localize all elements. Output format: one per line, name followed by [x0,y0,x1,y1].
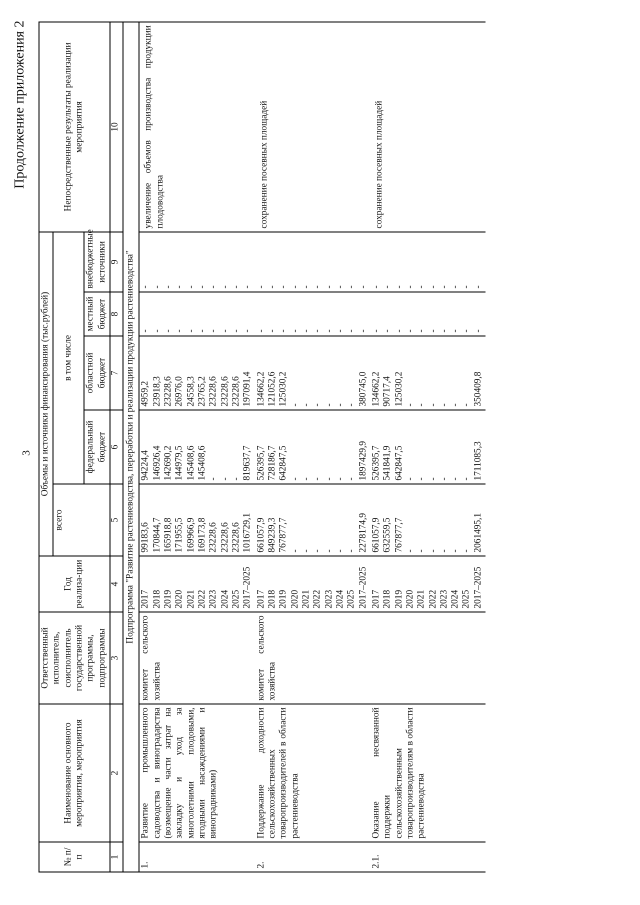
local-list-value: - [162,328,173,332]
year-list-value: 2017–2025 [472,566,483,608]
column-number: 10 [109,21,122,231]
extra-list [370,231,485,291]
result-cell: увеличение объемов производства продукции плодоводства [139,21,255,231]
extra-list-value: - [151,284,162,288]
local-list-value: - [334,328,345,332]
federal-list-value: 1711085,3 [472,440,483,480]
federal-list [370,410,485,484]
local-list-value: - [255,328,266,332]
year-list-value: 2022 [312,589,323,608]
regional-list-value: - [312,402,323,406]
column-number: 4 [109,556,122,612]
local-list-value: - [140,328,151,332]
federal-list-value: - [404,476,415,480]
column-number: 7 [109,336,122,410]
total-list-value: 661057,9 [255,517,266,552]
local-list-value: - [416,328,427,332]
extra-list [139,231,255,291]
extra-list-value: - [255,284,266,288]
column-number: 6 [109,410,122,484]
year-list-value: 2025 [461,589,472,608]
local-list-value: - [230,328,241,332]
regional-list-value: 125030,2 [278,371,289,406]
header-year: Год реализа-ции [39,556,110,612]
extra-list-value: - [427,284,438,288]
regional-list-value: 24558,3 [185,375,196,406]
federal-list-value: 1897429,9 [357,440,368,480]
local-list-value: - [278,328,289,332]
column-number: 2 [109,704,122,842]
extra-list-value: - [346,284,357,288]
regional-list-value: - [416,402,427,406]
year-list-value: 2023 [438,589,449,608]
regional-list-value: 134662,2 [370,371,381,406]
extra-list-value: - [438,284,449,288]
extra-list-value: - [357,284,368,288]
total-list-value: - [404,548,415,552]
federal-list-value: - [461,476,472,480]
federal-list-value: - [346,476,357,480]
local-list-value: - [472,328,483,332]
measure-name: Поддержание доходности сельскохозяйственных товаропроизводителей в области растениеводства [255,704,370,842]
regional-list [139,336,255,410]
extra-list-value: - [312,284,323,288]
federal-list [139,410,255,484]
column-number: 9 [109,231,122,291]
header-total: всего [53,484,110,556]
total-list-value: 849239,3 [266,517,277,552]
year-list-value: 2024 [219,589,230,608]
year-list-value: 2020 [174,589,185,608]
federal-list-value: - [323,476,334,480]
federal-list-value: - [230,476,241,480]
total-list-value: - [450,548,461,552]
header-num: № п/п [39,842,110,872]
federal-list-value: - [219,476,230,480]
local-list-value: - [219,328,230,332]
measure-name: Развитие промышленного садоводства и виноградарства (возмещение части затрат на закладку и уход за многолетними плодовыми, ягодными насаждениями и виноградниками) [139,704,255,842]
regional-list [255,336,370,410]
extra-list-value: - [208,284,219,288]
financing-table [38,21,485,872]
extra-list-value: - [450,284,461,288]
result-cell: сохранение посевных площадей [370,21,485,231]
year-list-value: 2021 [300,589,311,608]
extra-list-value: - [230,284,241,288]
federal-list-value: 145408,6 [185,445,196,480]
regional-list-value: - [323,402,334,406]
extra-list-value: - [278,284,289,288]
year-list-value: 2023 [208,589,219,608]
extra-list-value: - [334,284,345,288]
result-cell: сохранение посевных площадей [255,21,370,231]
year-list-value: 2019 [393,589,404,608]
regional-list-value: 134662,2 [255,371,266,406]
header-extra: внебюджетные источники [84,231,110,291]
year-list-value: 2017–2025 [242,566,253,608]
extra-list-value: - [185,284,196,288]
total-list-value: - [416,548,427,552]
total-list-value: 23228,6 [230,521,241,552]
regional-list-value: - [346,402,357,406]
continuation-heading: Продолжение приложения 2 [12,20,27,189]
year-list-value: 2018 [151,589,162,608]
extra-list-value: - [382,284,393,288]
total-list [370,484,485,556]
total-list-value: 170844,7 [151,517,162,552]
federal-list-value: 642847,5 [278,445,289,480]
total-list-value: 23228,6 [219,521,230,552]
regional-list-value: - [404,402,415,406]
local-list-value: - [242,328,253,332]
regional-list-value: - [461,402,472,406]
local-list [255,292,370,336]
federal-list-value: 819637,7 [242,445,253,480]
local-list-value: - [438,328,449,332]
header-name: Наименование основного мероприятия, мероприятия [39,704,110,842]
local-list-value: - [393,328,404,332]
regional-list-value: - [438,402,449,406]
header-federal: федеральный бюджет [84,410,110,484]
regional-list-value: 26976,0 [174,375,185,406]
extra-list-value: - [472,284,483,288]
extra-list-value: - [196,284,207,288]
year-list-value: 2017 [370,589,381,608]
regional-list-value: 23228,6 [219,375,230,406]
local-list-value: - [370,328,381,332]
column-number: 1 [109,842,122,872]
year-list [370,556,485,612]
header-financing: Объемы и источники финансирования (тыс.рублей) [39,231,53,555]
extra-list-value: - [323,284,334,288]
table-row [139,21,255,871]
measure-name: Оказание несвязанной поддержки сельскохозяйственным товаропроизводителям в области растениеводства [370,704,485,842]
year-list [139,556,255,612]
local-list-value: - [208,328,219,332]
extra-list-value: - [461,284,472,288]
year-list-value: 2024 [450,589,461,608]
total-list-value: 99183,6 [140,521,151,552]
regional-list-value: 197091,4 [242,371,253,406]
local-list-value: - [174,328,185,332]
extra-list-value: - [300,284,311,288]
regional-list-value: 23228,6 [208,375,219,406]
federal-list [255,410,370,484]
year-list-value: 2021 [185,589,196,608]
federal-list-value: 526395,7 [255,445,266,480]
total-list [255,484,370,556]
row-number: 1. [139,842,255,872]
regional-list-value: 23765,2 [196,375,207,406]
executor-cell [370,612,485,704]
extra-list-value: - [370,284,381,288]
local-list-value: - [404,328,415,332]
year-list-value: 2024 [334,589,345,608]
local-list-value: - [450,328,461,332]
total-list [139,484,255,556]
year-list-value: 2017 [140,589,151,608]
year-list-value: 2018 [266,589,277,608]
local-list-value: - [382,328,393,332]
total-list-value: - [312,548,323,552]
extra-list-value: - [289,284,300,288]
extra-list-value: - [140,284,151,288]
local-list-value: - [427,328,438,332]
executor-cell: комитет сельского хозяйства [139,612,255,704]
header-regional: областной бюджет [84,336,110,410]
column-number: 8 [109,292,122,336]
extra-list-value: - [393,284,404,288]
regional-list-value: 4959,2 [140,380,151,406]
table-row [255,21,370,871]
federal-list-value: - [427,476,438,480]
total-list-value: - [323,548,334,552]
header-results: Непосредственные результаты реализации мероприятия [39,21,110,231]
federal-list-value: - [289,476,300,480]
total-list-value: - [427,548,438,552]
extra-list-value: - [162,284,173,288]
regional-list-value: - [450,402,461,406]
regional-list-value: 90717,4 [382,375,393,406]
regional-list-value: 125030,2 [393,371,404,406]
federal-list-value: - [208,476,219,480]
total-list-value: 632559,5 [382,517,393,552]
regional-list-value: 380745,0 [357,371,368,406]
year-list-value: 2025 [346,589,357,608]
local-list-value: - [266,328,277,332]
regional-list-value: 23228,6 [162,375,173,406]
total-list-value: 171955,5 [174,517,185,552]
regional-list-value: - [300,402,311,406]
subprogram-title: Подпрограмма "Развитие растениеводства, переработки и реализации продукции растениеводства" [122,21,138,871]
year-list-value: 2020 [289,589,300,608]
extra-list [255,231,370,291]
year-list-value: 2019 [278,589,289,608]
extra-list-value: - [174,284,185,288]
year-list-value: 2021 [416,589,427,608]
year-list-value: 2022 [427,589,438,608]
column-number: 3 [109,612,122,704]
year-list-value: 2019 [162,589,173,608]
extra-list-value: - [416,284,427,288]
total-list-value: 2278174,9 [357,512,368,552]
local-list-value: - [196,328,207,332]
row-number: 2. [255,842,370,872]
year-list-value: 2018 [382,589,393,608]
local-list-value: - [461,328,472,332]
total-list-value: 169966,9 [185,517,196,552]
year-list-value: 2022 [196,589,207,608]
total-list-value: - [300,548,311,552]
total-list-value: 1016729,1 [242,512,253,552]
federal-list-value: - [300,476,311,480]
executor-cell: комитет сельского хозяйства [255,612,370,704]
total-list-value: - [461,548,472,552]
year-list-value: 2020 [404,589,415,608]
local-list [370,292,485,336]
total-list-value: 767877,7 [278,517,289,552]
federal-list-value: - [450,476,461,480]
total-list-value: - [346,548,357,552]
year-list-value: 2023 [323,589,334,608]
federal-list-value: 541841,9 [382,445,393,480]
federal-list-value: 642847,5 [393,445,404,480]
year-list-value: 2017–2025 [357,566,368,608]
federal-list-value: 145408,6 [196,445,207,480]
federal-list-value: 94224,4 [140,449,151,480]
federal-list-value: 526395,7 [370,445,381,480]
regional-list-value: - [289,402,300,406]
row-number: 2.1. [370,842,485,872]
regional-list [370,336,485,410]
local-list-value: - [323,328,334,332]
regional-list-value: - [334,402,345,406]
year-list-value: 2017 [255,589,266,608]
extra-list-value: - [219,284,230,288]
regional-list-value: 121052,6 [266,371,277,406]
local-list [139,292,255,336]
local-list-value: - [357,328,368,332]
year-list [255,556,370,612]
extra-list-value: - [242,284,253,288]
federal-list-value: 142690,2 [162,445,173,480]
regional-list-value: - [427,402,438,406]
total-list-value: - [289,548,300,552]
header-executor: Ответственный исполнитель, соисполнитель государственной программы, подпрограммы [39,612,110,704]
local-list-value: - [300,328,311,332]
regional-list-value: 23228,6 [230,375,241,406]
total-list-value: 23228,6 [208,521,219,552]
local-list-value: - [312,328,323,332]
federal-list-value: 728186,7 [266,445,277,480]
local-list-value: - [185,328,196,332]
column-number: 5 [109,484,122,556]
table-row [370,21,485,871]
federal-list-value: - [438,476,449,480]
federal-list-value: - [334,476,345,480]
header-including: в том числе [53,231,84,483]
total-list-value: 169173,8 [196,517,207,552]
total-list-value: 2061495,1 [472,512,483,552]
header-local: местный бюджет [84,292,110,336]
extra-list-value: - [404,284,415,288]
federal-list-value: - [416,476,427,480]
extra-list-value: - [266,284,277,288]
total-list-value: - [438,548,449,552]
page-number: 3 [20,449,32,456]
federal-list-value: - [312,476,323,480]
local-list-value: - [346,328,357,332]
local-list-value: - [151,328,162,332]
federal-list-value: 146926,4 [151,445,162,480]
regional-list-value: 350409,8 [472,371,483,406]
local-list-value: - [289,328,300,332]
total-list-value: 165918,8 [162,517,173,552]
total-list-value: 767877,7 [393,517,404,552]
year-list-value: 2025 [230,589,241,608]
total-list-value: 661057,9 [370,517,381,552]
total-list-value: - [334,548,345,552]
federal-list-value: 144979,5 [174,445,185,480]
regional-list-value: 23918,3 [151,375,162,406]
